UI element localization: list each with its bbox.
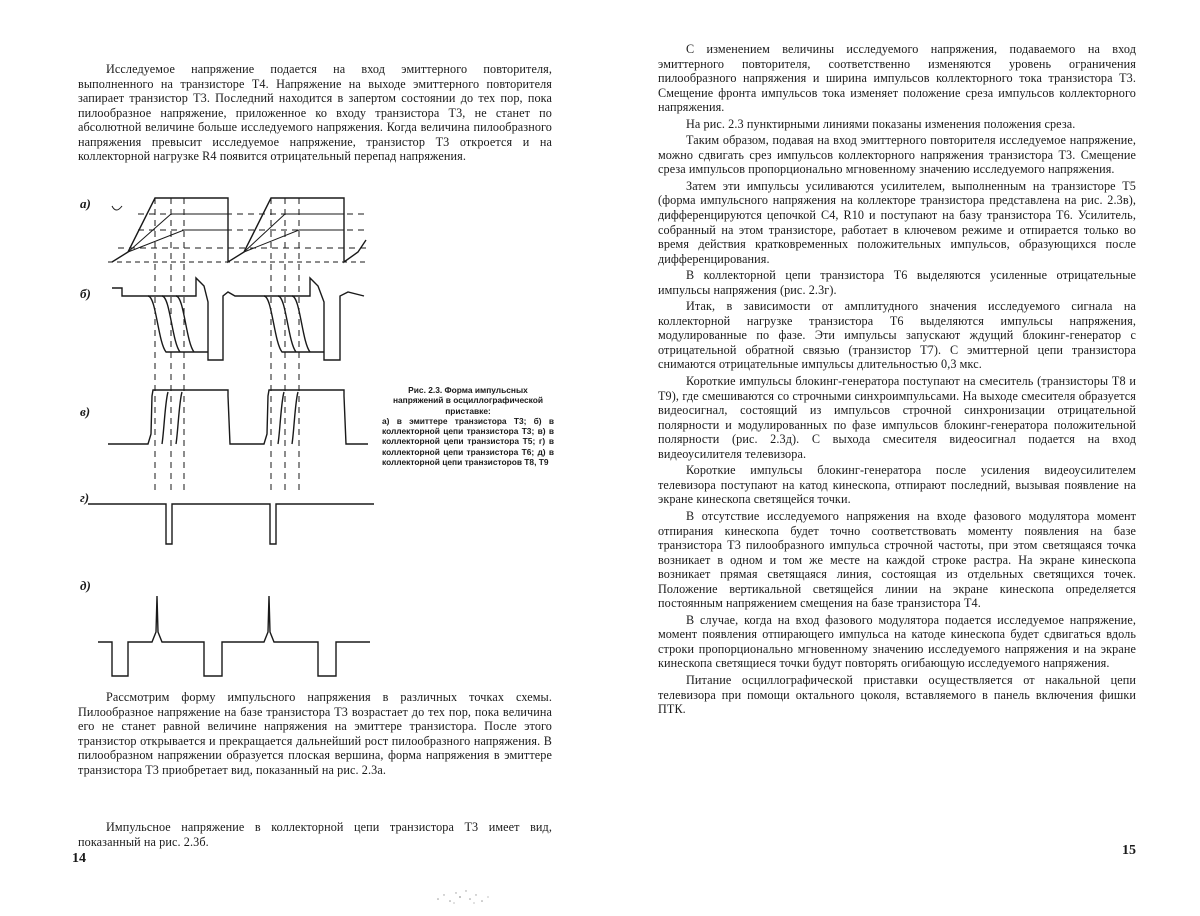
right-paragraph-11: Питание осциллографической приставки осуществляется от накальной цепи телевизора при помощи октального цоколя, вставляемого в панель включения фишки ПТК. [658,672,1136,717]
page-number-right: 15 [1122,843,1136,858]
figure-caption [382,385,554,467]
figure-2-3 [78,192,378,702]
waveform-d [98,596,370,676]
right-paragraph-2: На рис. 2.3 пунктирными линиями показаны изменения положения среза. [686,116,1076,131]
label-d: д) [80,578,91,593]
label-a: а) [80,196,91,211]
right-paragraph-9: В отсутствие исследуемого напряжения на входе фазового модулятора момент отпирания кинескопа будет точно соответствовать моменту появления на базе транзистора T3 пилообразного импульса строчной частоты, при этом светящаяся точка возникает в одном и том же месте на каждой строке растра. На экране кинескопа возникает прямая светящаяся линия, состоящая из отдельных светящихся точек. Положение вертикальной светящейся линии на экране кинескопа определяется постоянным напряжением смещения на базе транзистора T4. [658,508,1136,611]
left-paragraph-2: Рассмотрим форму импульсного напряжения в различных точках схемы. Пилообразное напряжение на базе транзистора T3 возрастает до тех пор, пока величина его не станет равной величине напряжения на эмиттере транзистора. После этого транзистор открывается и прекращается дальнейший рост пилообразного напряжения. В пилообразном напряжении образуется плоская вершина, форма напряжения в эмиттере транзистора T3 приобретает вид, показанный на рис. 2.3а. [78,690,552,777]
right-text-column [658,42,1136,719]
right-paragraph-4: Затем эти импульсы усиливаются усилителем, выполненным на транзисторе T5 (форма импульсного напряжения на коллекторе транзистора представлена на рис. 2.3в), дифференцируются цепочкой C4, R10 и поступают на базу транзистора T6. Усилитель, собранный на этом транзисторе, работает в ключевом режиме и отпирается только во время действия кратковременных положительных импульсов, образующихся после дифференцирования. [658,178,1136,266]
right-page [600,0,1200,916]
right-paragraph-6: Итак, в зависимости от амплитудного значения исследуемого сигнала на коллекторной нагрузке транзистора T6 выделяются импульсы напряжения, модулированные по фазе. Эти импульсы запускают ждущий блокинг-генератор с отрицательной обратной связью (транзистор T7). С эмиттерной цепи транзистора снимаются отрицательные импульсы длительностью 0,3 мкс. [658,299,1136,372]
caption-body: а) в эмиттере транзистора T3; б) в коллекторной цепи транзистора T3; в) в коллекторной цепи транзистора T5; г) в коллекторной цепи транзистора T6; д) в коллекторной цепи транзисторов T8, T9 [382,415,554,468]
waveform-g [88,504,374,544]
page-number-left: 14 [72,851,86,866]
right-paragraph-8: Короткие импульсы блокинг-генератора после усиления видеоусилителем телевизора поступают на катод кинескопа, отпирают последний, вызывая появление на экране кинескопа светящейся точки. [658,463,1136,507]
right-paragraph-3: Таким образом, подавая на вход эмиттерного повторителя исследуемое напряжение, можно сдвигать срез импульсов коллекторного напряжения транзистора T3. Смещение среза импульсов пропорционально мгновенному значению исследуемого напряжения. [658,133,1136,177]
label-g: г) [80,490,90,505]
left-paragraph-3: Импульсное напряжение в коллекторной цепи транзистора T3 имеет вид, показанный на рис. 2.3б. [78,820,552,849]
right-paragraph-10: В случае, когда на вход фазового модулятора подается исследуемое напряжение, момент появления отпирающего импульса на катоде кинескопа будет сдвигаться вдоль строки пропорционально мгновенному значению исследуемого напряжения и на экране кинескопа светящиеся точки будут повторять огибающую исследуемого напряжения. [658,612,1136,671]
waveform-v [108,390,368,444]
scan-noise-mark [430,885,500,907]
caption-title: Рис. 2.3. Форма импульсных напряжений в осциллографической приставке: [392,385,544,416]
waveform-b [112,278,364,360]
small-arc-mark [112,206,122,210]
right-paragraph-5: В коллекторной цепи транзистора T6 выделяются усиленные отрицательные импульсы напряжения (рис. 2.3г). [658,268,1136,297]
label-v: в) [80,404,91,419]
right-paragraph-7: Короткие импульсы блокинг-генератора поступают на смеситель (транзисторы T8 и T9), где смешиваются со строчными синхроимпульсами. На выходе смесителя образуется видеосигнал, состоящий из импульсов строчной синхронизации отрицательной полярности и модулированных по фазе импульсов блокинг-генератора положительной полярности (рис. 2.3д). С выхода смесителя видеосигнал подается на вход видеоусилителя телевизора. [658,374,1136,461]
dashed-guides [118,198,368,492]
right-paragraph-1: С изменением величины исследуемого напряжения, подаваемого на вход эмиттерного повторителя, соответственно изменяются уровень ограничения пилообразного напряжения и ширина импульсов коллекторного тока транзистора T3. Смещение фронта импульсов тока изменяет положение среза импульсов коллекторного напряжения. [658,42,1136,115]
left-paragraph-1: Исследуемое напряжение подается на вход эмиттерного повторителя, выполненного на транзисторе T4. Напряжение на выходе эмиттерного повторителя запирает транзистор T3. Последний находится в запертом состоянии до тех пор, пока пилообразное напряжение, приложенное ко входу транзистора T3, не станет по абсолютной величине больше исследуемого напряжения. Когда величина пилообразного напряжения превысит исследуемое напряжение, транзистор T3 откроется и на коллекторной нагрузке R4 появится отрицательный перепад напряжения. [78,62,552,164]
label-b: б) [80,286,91,301]
waveform-diagram [78,192,378,702]
